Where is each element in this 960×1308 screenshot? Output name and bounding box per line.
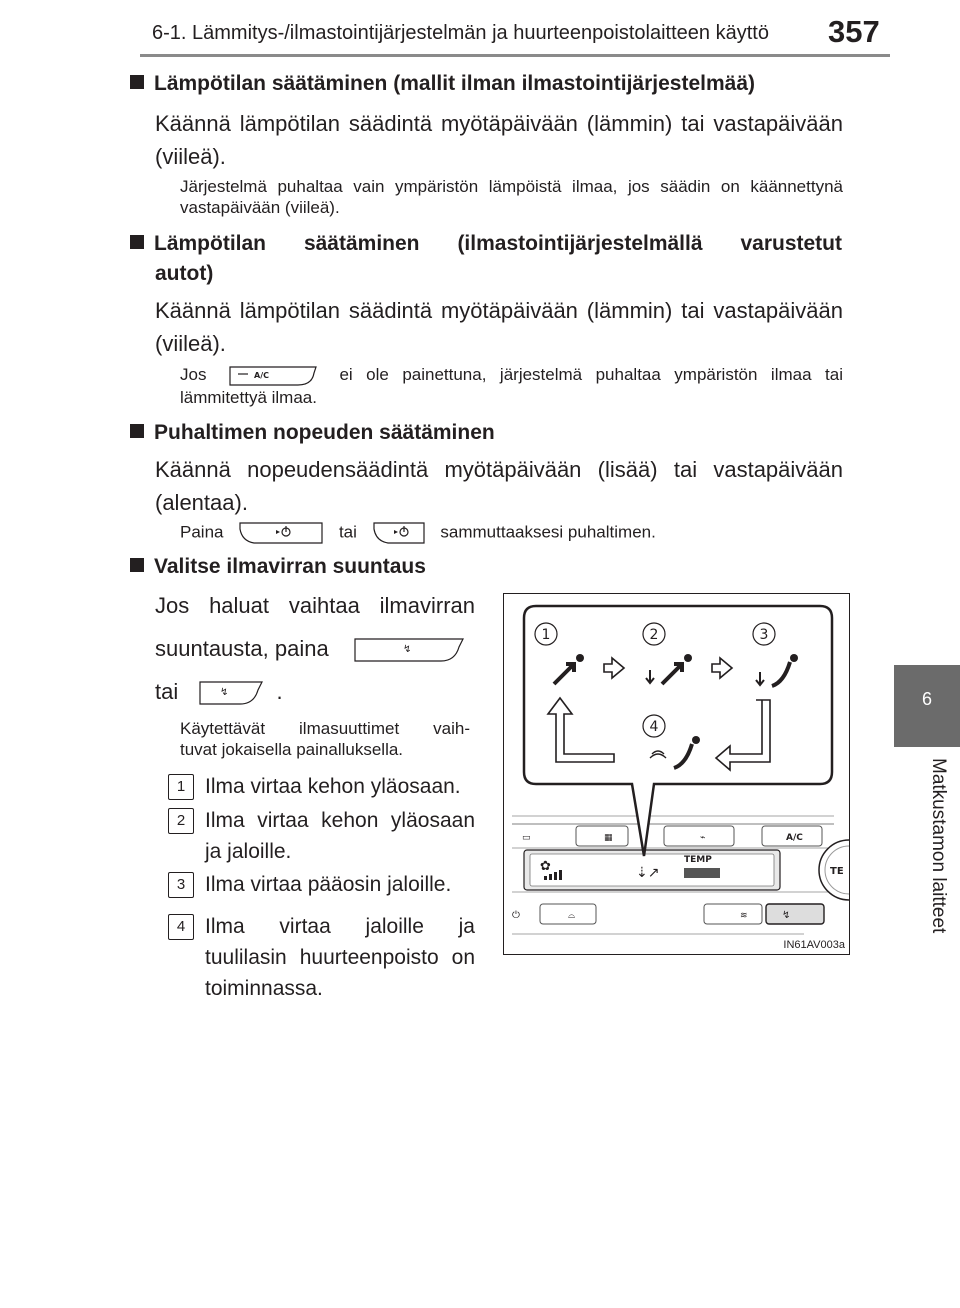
chapter-tab (894, 665, 960, 747)
fan-off-button-icon (238, 521, 324, 545)
figure-knob-label: TE (830, 866, 844, 877)
section-heading-temp-no-ac: Lämpötilan säätäminen (mallit ilman ilmastointijärjestelmää) (130, 72, 755, 96)
section-heading-fan-speed: Puhaltimen nopeuden säätäminen (130, 421, 495, 445)
section-note-fan-speed: Paina tai sammuttaaksesi puhaltimen. (180, 521, 843, 545)
svg-text:⌁: ⌁ (700, 833, 706, 843)
list-text: Ilma virtaa pääosin jaloille. (205, 873, 452, 896)
section-body-fan-speed: Käännä nopeudensäädintä myötäpäivään (lisää) tai vastapäivään (alentaa). (155, 457, 843, 515)
section-heading-temp-ac-line2: autot) (155, 262, 214, 285)
airflow-diagram (503, 593, 850, 955)
figure-label-1: 1 (541, 627, 551, 643)
list-number: 2 (168, 808, 194, 834)
section-heading-airflow: Valitse ilmavirran suuntaus (130, 555, 426, 579)
page-number: 357 (828, 14, 880, 49)
fan-off-button-icon (372, 521, 426, 545)
svg-text:↯: ↯ (402, 644, 412, 656)
bullet-square-icon (130, 75, 144, 89)
list-text: Ilma virtaa kehon yläosaan ja jaloille. (205, 809, 475, 863)
svg-text:↯: ↯ (782, 910, 791, 921)
page-header (0, 0, 960, 60)
svg-text:▭: ▭ (522, 833, 531, 843)
chapter-label: Matkustamon laitteet (928, 758, 949, 934)
header-rule (140, 54, 890, 57)
airflow-mode-button-icon (198, 680, 264, 706)
section-heading-temp-ac: Lämpötilan säätäminen (ilmastointijärjestelmällä varustetut (130, 232, 842, 256)
bullet-square-icon (130, 558, 144, 572)
section-body-airflow-line1: Jos haluat vaihtaa ilmavirran (155, 593, 475, 618)
section-body-airflow-line3: tai ↯ . (155, 675, 475, 708)
list-number: 1 (168, 774, 194, 800)
figure-label-3: 3 (759, 627, 769, 643)
section-note-temp-ac: Jos A/C ei ole painettuna, järjestelmä puhaltaa ympäristön ilmaa tai lämmitettyä ilmaa. (180, 365, 843, 407)
svg-text:▦: ▦ (604, 833, 613, 843)
svg-text:↯: ↯ (220, 687, 229, 699)
bullet-square-icon (130, 424, 144, 438)
header-title: 6-1. Lämmitys-/ilmastointijärjestelmän ja huurteenpoistolaitteen käyttö (152, 22, 769, 44)
svg-text:✿: ✿ (540, 859, 551, 874)
svg-text:⏻: ⏻ (512, 910, 520, 921)
list-text: Ilma virtaa kehon yläosaan. (205, 775, 461, 798)
bullet-square-icon (130, 235, 144, 249)
figure-temp-label: TEMP (684, 855, 712, 865)
ac-button-icon (228, 365, 318, 387)
section-body-airflow-line2: suuntausta, paina ↯ (155, 632, 475, 665)
list-number: 4 (168, 914, 194, 940)
figure-label-2: 2 (649, 627, 659, 643)
figure-code: IN61AV003a (783, 939, 845, 951)
list-number: 3 (168, 872, 194, 898)
section-note-temp-no-ac: Järjestelmä puhaltaa vain ympäristön lämpöistä ilmaa, jos säädin on käännettynä vastapäivään (viileä). (180, 177, 843, 217)
section-note-airflow-line1: Käytettävät ilmasuuttimet vaih- (180, 719, 470, 738)
airflow-mode-button-icon (353, 637, 465, 663)
section-body-temp-ac: Käännä lämpötilan säädintä myötäpäivään (lämmin) tai vastapäivään (viileä). (155, 298, 843, 356)
section-note-airflow-line2: tuvat jokaisella painalluksella. (180, 740, 404, 759)
ac-button-label: A/C (253, 370, 269, 380)
section-body-temp-no-ac: Käännä lämpötilan säädintä myötäpäivään (lämmin) tai vastapäivään (viileä). (155, 111, 843, 169)
svg-text:≋: ≋ (740, 911, 748, 921)
figure-ac-label: A/C (786, 833, 803, 843)
list-text: Ilma virtaa jaloille ja tuulilasin huurteenpoisto on toiminnassa. (205, 915, 475, 1000)
svg-text:⌓: ⌓ (568, 911, 576, 921)
svg-text:⇣↗: ⇣↗ (636, 865, 660, 881)
chapter-number: 6 (921, 689, 932, 709)
figure-label-4: 4 (649, 719, 659, 735)
